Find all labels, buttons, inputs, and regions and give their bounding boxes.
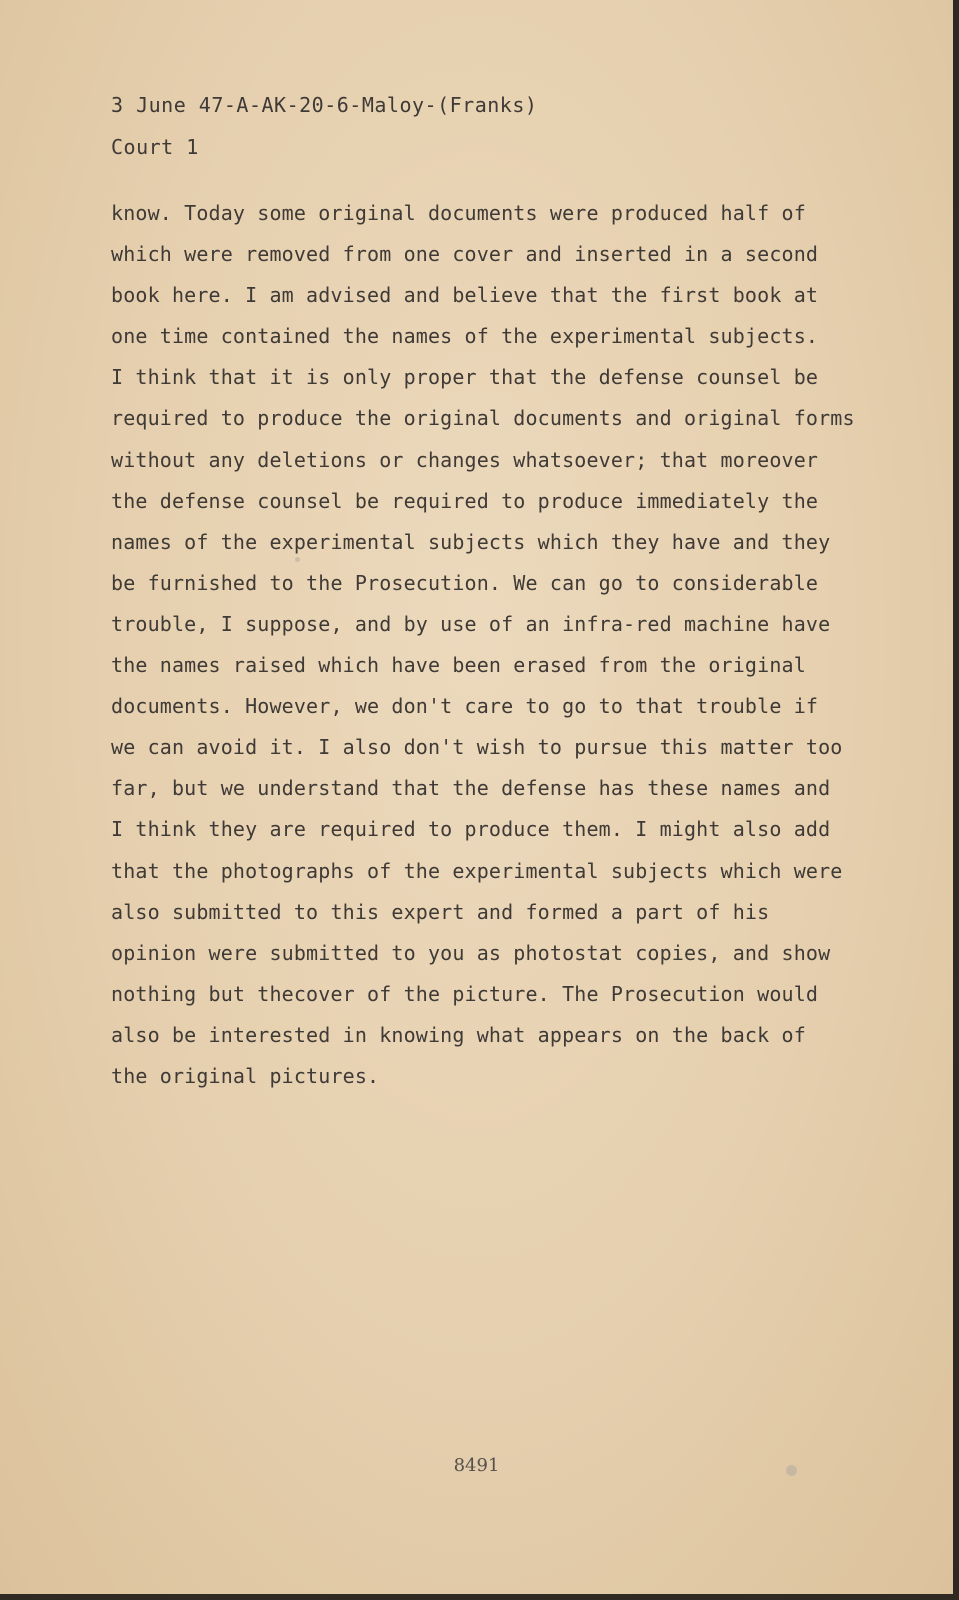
body-line: without any deletions or changes whatsoever; that moreover bbox=[111, 447, 819, 472]
body-line: I think that it is only proper that the defense counsel be bbox=[111, 365, 819, 390]
body-line: which were removed from one cover and inserted in a second bbox=[111, 242, 819, 267]
body-line: also be interested in knowing what appears on the back of bbox=[111, 1022, 806, 1047]
body-line: be furnished to the Prosecution. We can go to considerable bbox=[111, 570, 819, 595]
body-line: also submitted to this expert and formed a part of his bbox=[111, 899, 770, 924]
case-reference: 3 June 47-A-AK-20-6-Maloy-(Franks) bbox=[111, 93, 538, 117]
body-line: book here. I am advised and believe that the first book at bbox=[111, 283, 819, 308]
body-line: the original pictures. bbox=[111, 1063, 380, 1088]
body-line: required to produce the original documents and original forms bbox=[111, 406, 855, 431]
body-line: I think they are required to produce them. I might also add bbox=[111, 817, 831, 842]
body-line: we can avoid it. I also don't wish to pursue this matter too bbox=[111, 735, 843, 760]
page-number: 8491 bbox=[453, 1455, 500, 1476]
body-line: one time contained the names of the experimental subjects. bbox=[111, 324, 819, 349]
body-line: the names raised which have been erased from the original bbox=[111, 653, 806, 678]
body-line: far, but we understand that the defense has these names and bbox=[111, 776, 831, 801]
body-line: the defense counsel be required to produce immediately the bbox=[111, 488, 819, 513]
body-line: nothing but thecover of the picture. The Prosecution would bbox=[111, 981, 819, 1006]
paper-speck bbox=[786, 1465, 797, 1476]
body-line: opinion were submitted to you as photostat copies, and show bbox=[111, 940, 831, 965]
transcript-body bbox=[111, 193, 855, 1097]
body-line: know. Today some original documents were produced half of bbox=[111, 201, 806, 225]
body-line: names of the experimental subjects which they have and they bbox=[111, 529, 831, 554]
paper-speck bbox=[295, 557, 300, 562]
body-line: trouble, I suppose, and by use of an infra-red machine have bbox=[111, 611, 831, 636]
body-line: documents. However, we don't care to go to that trouble if bbox=[111, 694, 819, 719]
body-line: that the photographs of the experimental subjects which were bbox=[111, 858, 843, 883]
court-label: Court 1 bbox=[111, 135, 199, 159]
